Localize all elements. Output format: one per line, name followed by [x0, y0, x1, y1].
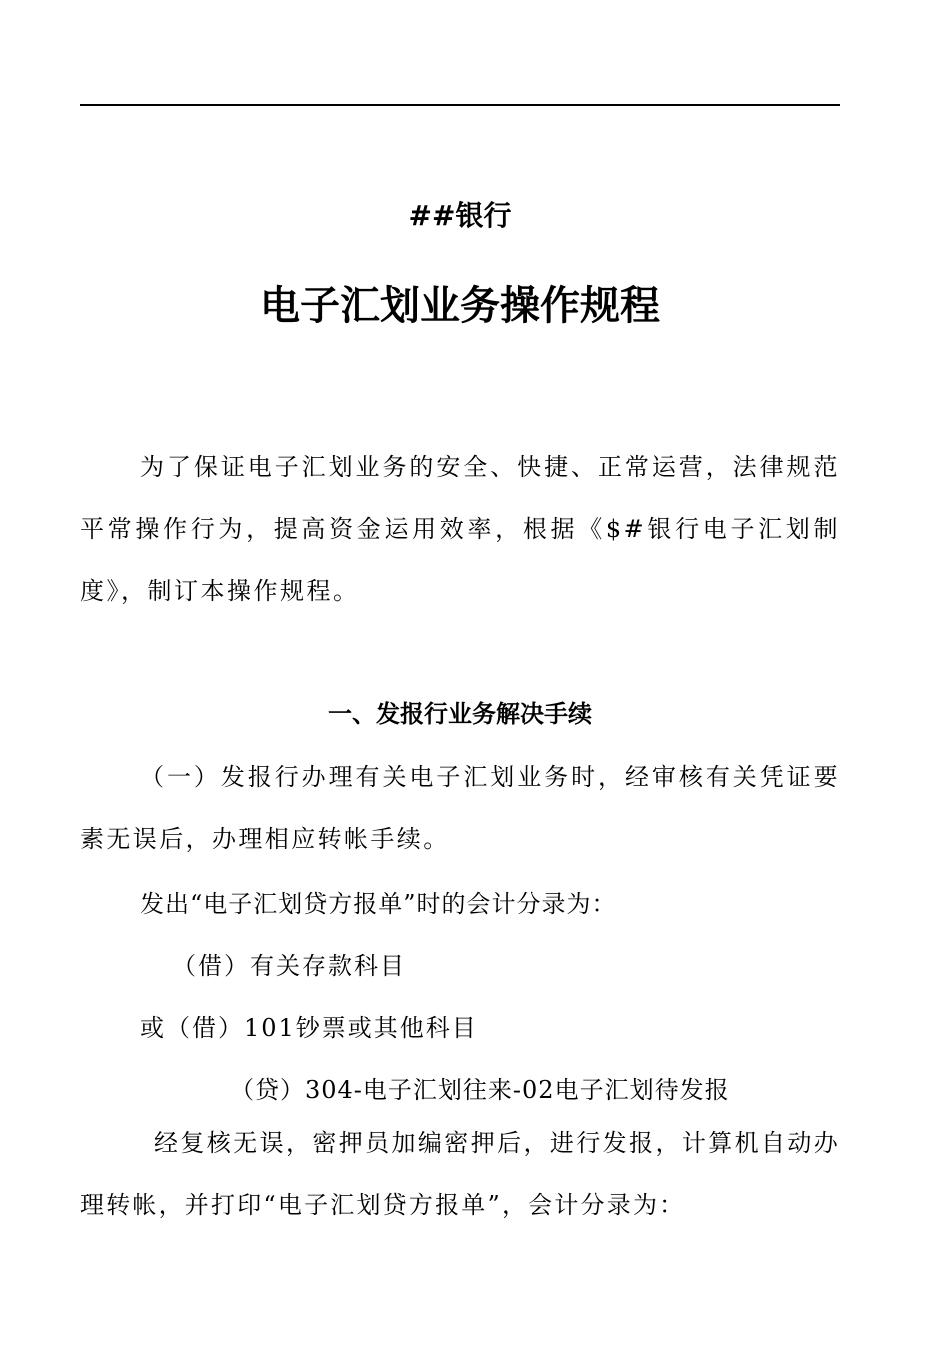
procedure-paragraph-1: （一）发报行办理有关电子汇划业务时，经审核有关凭证要素无误后，办理相应转帐手续。	[80, 763, 840, 853]
bank-name: ##银行	[408, 199, 512, 232]
debit-entry-1: （借）有关存款科目	[172, 952, 406, 980]
section-heading: 一、发报行业务解决手续	[328, 700, 592, 728]
intro-paragraph: 为了保证电子汇划业务的安全、快捷、正常运营，法律规范平常操作行为，提高资金运用效率，根据《$#银行电子汇划制度》，制订本操作规程。	[80, 453, 840, 605]
accounting-entry-intro: 发出“电子汇划贷方报单”时的会计分录为：	[140, 890, 617, 918]
debit-entry-2: 或（借）101钞票或其他科目	[140, 1014, 478, 1042]
procedure-paragraph-2: 经复核无误，密押员加编密押后，进行发报，计算机自动办理转帐，并打印“电子汇划贷方报单”，会计分录为：	[80, 1129, 840, 1219]
document-title: 电子汇划业务操作规程	[260, 283, 660, 329]
credit-entry: （贷）304-电子汇划往来-02电子汇划待发报	[230, 1076, 730, 1104]
header-rule	[80, 104, 840, 106]
